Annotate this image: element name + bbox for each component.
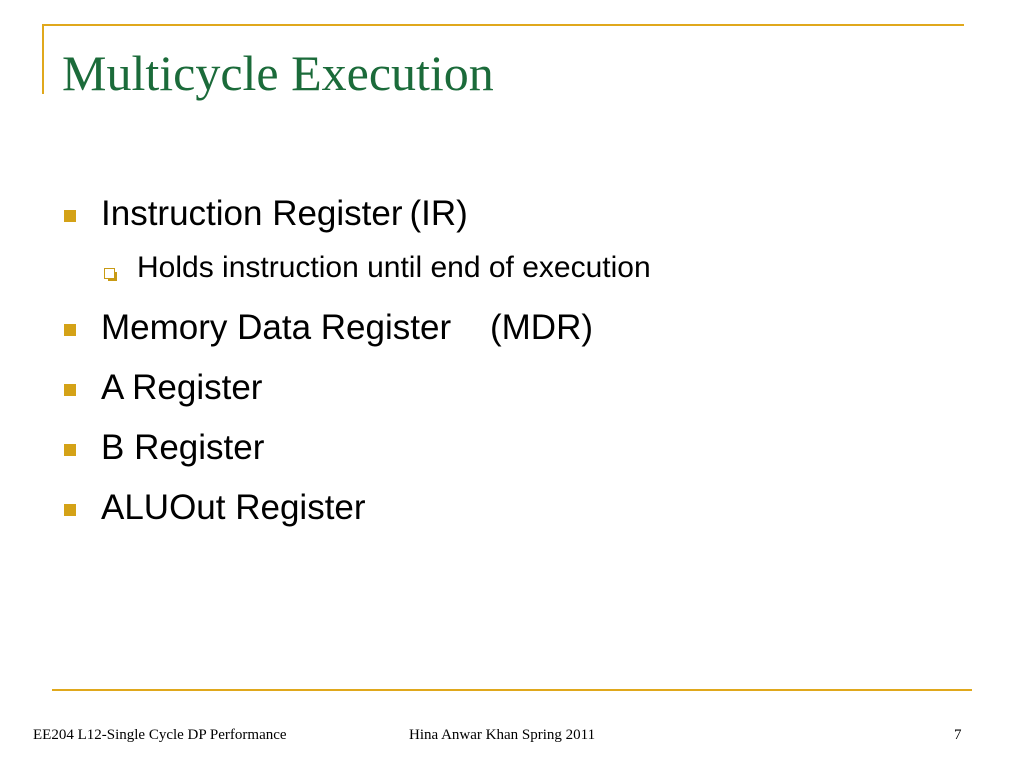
list-item-text: Instruction Register (IR)	[101, 194, 468, 233]
list-item-text: Memory Data Register (MDR)	[101, 308, 594, 347]
list-item-text: A Register	[101, 368, 263, 407]
page-number: 7	[954, 727, 962, 743]
title-frame-left-rule	[42, 24, 44, 94]
list-item	[64, 362, 964, 422]
slide-title: Multicycle Execution	[62, 45, 494, 101]
square-bullet-icon	[64, 324, 76, 336]
list-item	[64, 188, 964, 248]
sub-list-item	[64, 248, 964, 302]
list-item-text: ALUOut Register	[101, 488, 366, 527]
footer-author: Hina Anwar Khan Spring 2011	[409, 727, 596, 743]
list-item	[64, 302, 964, 362]
square-bullet-icon	[64, 210, 76, 222]
square-bullet-icon	[64, 504, 76, 516]
hollow-square-bullet-icon	[104, 268, 115, 279]
footer-course: EE204 L12-Single Cycle DP Performance	[33, 727, 287, 743]
bullet-list	[64, 188, 964, 542]
footer-divider	[52, 689, 972, 691]
title-frame-top-rule	[42, 24, 964, 26]
square-bullet-icon	[64, 384, 76, 396]
sub-list-item-text: Holds instruction until end of execution	[137, 251, 651, 284]
list-item	[64, 422, 964, 482]
list-item	[64, 482, 964, 542]
list-item-text: B Register	[101, 428, 265, 467]
square-bullet-icon	[64, 444, 76, 456]
